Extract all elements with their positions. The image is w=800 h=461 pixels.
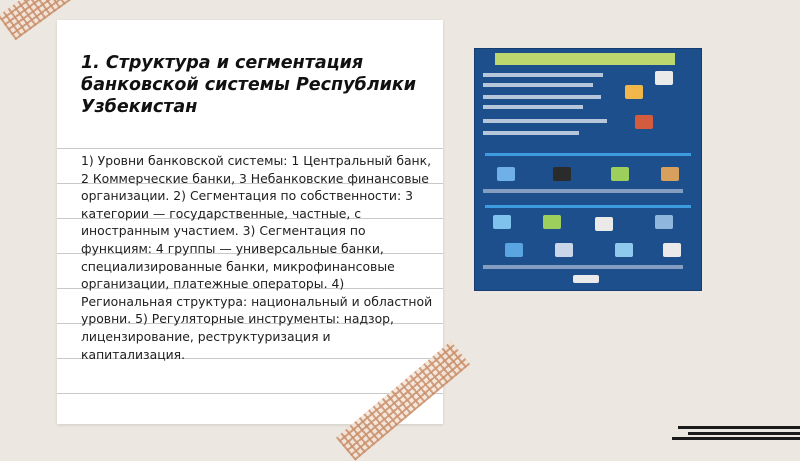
decorative-lines (670, 420, 800, 450)
ruled-line (57, 393, 443, 394)
ruled-line (57, 148, 443, 149)
slide-body-text: 1) Уровни банковской системы: 1 Центральный банк, 2 Коммерческие банки, 3 Небанковские финансовые организации. 2) Сегментация по собственности: 3 категории — государственные, частные, с иностранным участием. 3) Сегментация по функциям: 4 группы — универсальные банки, специализированные банки, микрофинансовые организации, платежные операторы. 4) Региональная структура: национальный и областной уровни. 5) Регуляторные инструменты: надзор, лицензирование, реструктуризация и капитализация. (81, 153, 433, 362)
slide-title: 1. Структура и сегментация банковской системы Республики Узбекистан (81, 53, 416, 117)
poster-header-bar (495, 53, 675, 65)
infographic-poster-image (474, 48, 702, 291)
